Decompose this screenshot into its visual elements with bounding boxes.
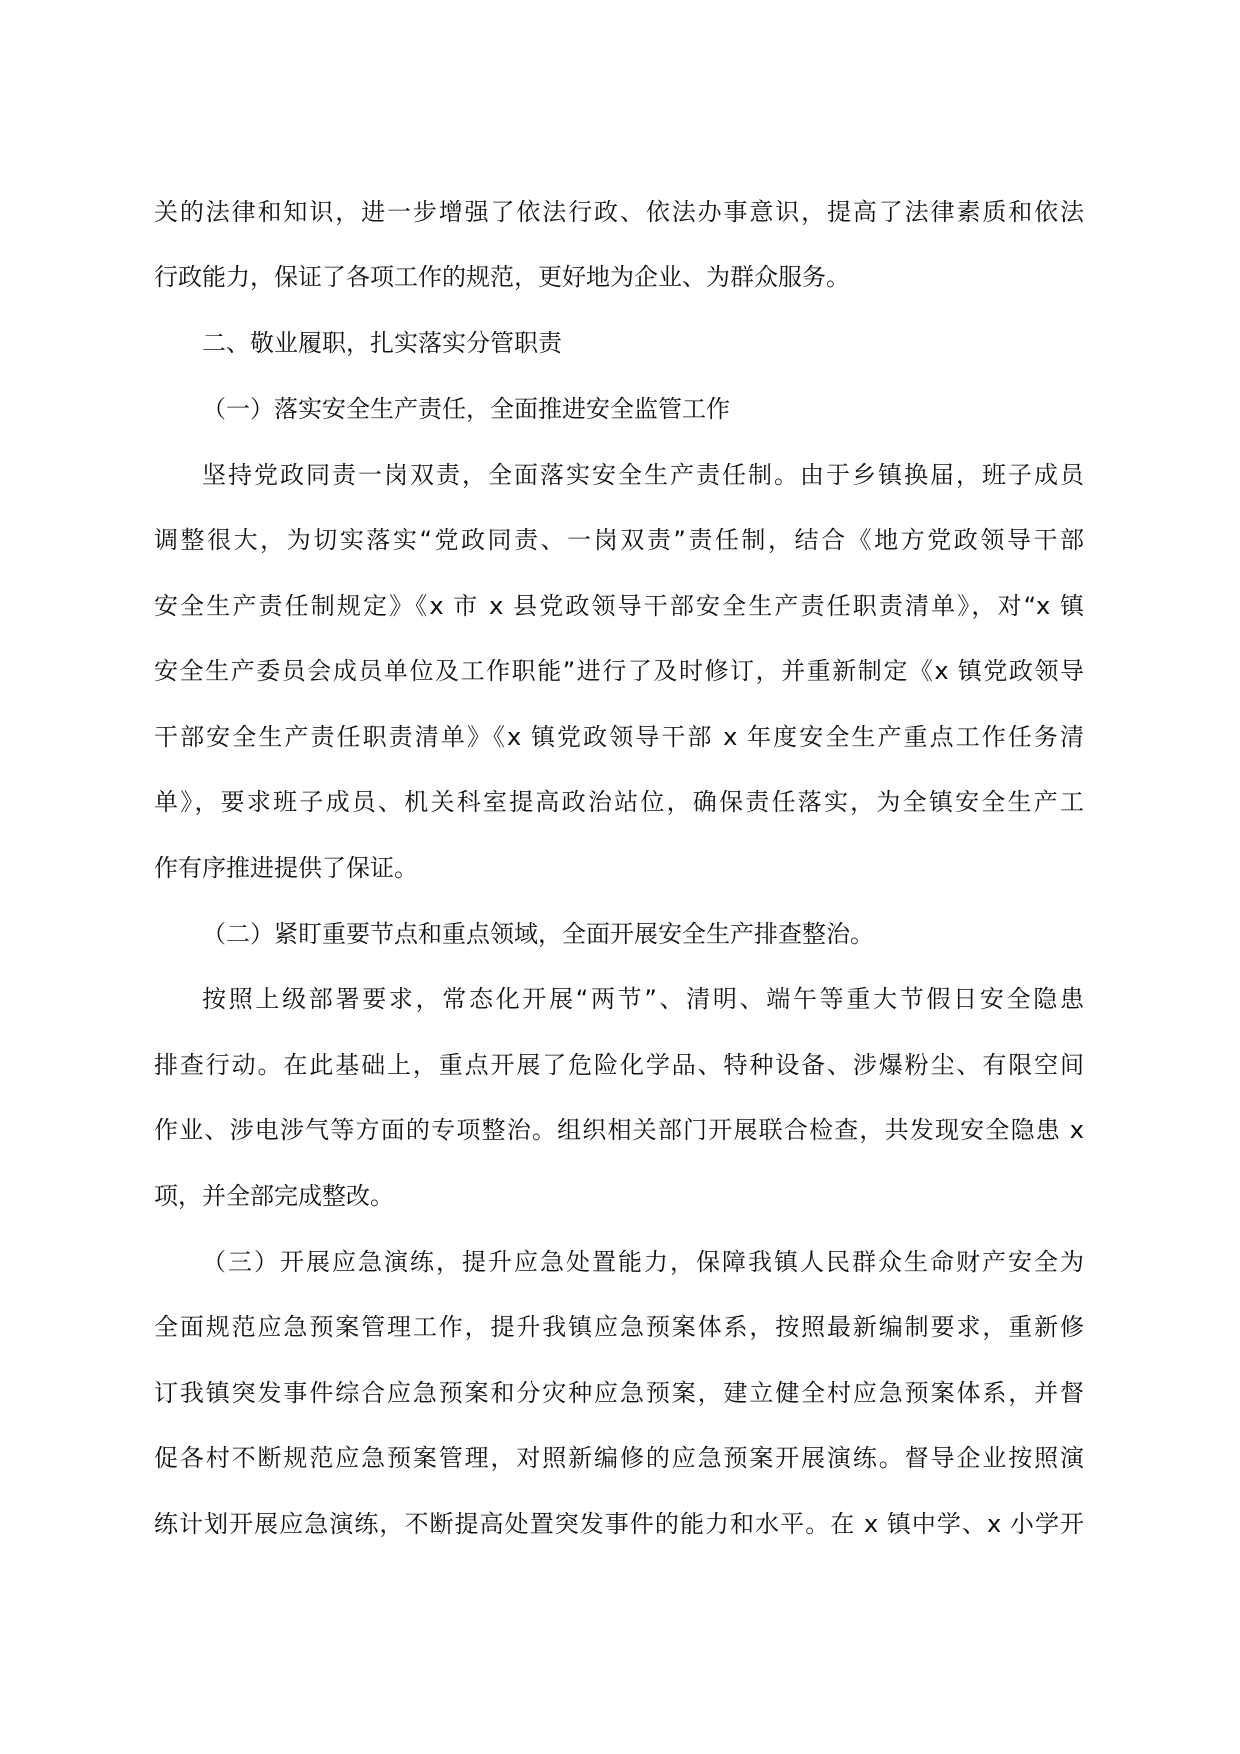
paragraph-line: 单》，要求班子成员、机关科室提高政治站位，确保责任落实，为全镇安全生产工	[154, 788, 1084, 816]
paragraph-line: 作业、涉电涉气等方面的专项整治。组织相关部门开展联合检查，共发现安全隐患 x	[154, 1116, 1084, 1144]
paragraph-line: 按照上级部署要求，常态化开展“两节”、清明、端午等重大节假日安全隐患	[202, 985, 1084, 1013]
section-heading: 二、敬业履职，扎实落实分管职责	[202, 329, 562, 357]
subsection-heading: （一）落实安全生产责任，全面推进安全监管工作	[202, 395, 730, 423]
paragraph-line: 安全生产委员会成员单位及工作职能”进行了及时修订，并重新制定《x 镇党政领导	[154, 657, 1084, 685]
paragraph-line: 作有序推进提供了保证。	[154, 854, 418, 882]
paragraph-line: 关的法律和知识，进一步增强了依法行政、依法办事意识，提高了法律素质和依法	[154, 198, 1084, 226]
paragraph-line: 排查行动。在此基础上，重点开展了危险化学品、特种设备、涉爆粉尘、有限空间	[154, 1051, 1084, 1079]
paragraph-line: 安全生产责任制规定》《x 市 x 县党政领导干部安全生产责任职责清单》，对“x 镇	[154, 592, 1084, 620]
paragraph-line: 坚持党政同责一岗双责，全面落实安全生产责任制。由于乡镇换届，班子成员	[202, 461, 1084, 489]
paragraph-line: 订我镇突发事件综合应急预案和分灾种应急预案，建立健全村应急预案体系，并督	[154, 1379, 1084, 1407]
paragraph-line: 干部安全生产责任职责清单》《x 镇党政领导干部 x 年度安全生产重点工作任务清	[154, 723, 1084, 751]
paragraph-line: 全面规范应急预案管理工作，提升我镇应急预案体系，按照最新编制要求，重新修	[154, 1313, 1084, 1341]
paragraph-line: 项，并全部完成整改。	[154, 1182, 394, 1210]
paragraph-line: 调整很大，为切实落实“党政同责、一岗双责”责任制，结合《地方党政领导干部	[154, 526, 1084, 554]
paragraph-line: 行政能力，保证了各项工作的规范，更好地为企业、为群众服务。	[154, 263, 850, 291]
subsection-heading: （二）紧盯重要节点和重点领域，全面开展安全生产排查整治。	[202, 920, 874, 948]
subsection-heading: （三）开展应急演练，提升应急处置能力，保障我镇人民群众生命财产安全为	[202, 1248, 1084, 1276]
paragraph-line: 促各村不断规范应急预案管理，对照新编修的应急预案开展演练。督导企业按照演	[154, 1444, 1084, 1472]
paragraph-line: 练计划开展应急演练，不断提高处置突发事件的能力和水平。在 x 镇中学、x 小学开	[154, 1510, 1084, 1538]
